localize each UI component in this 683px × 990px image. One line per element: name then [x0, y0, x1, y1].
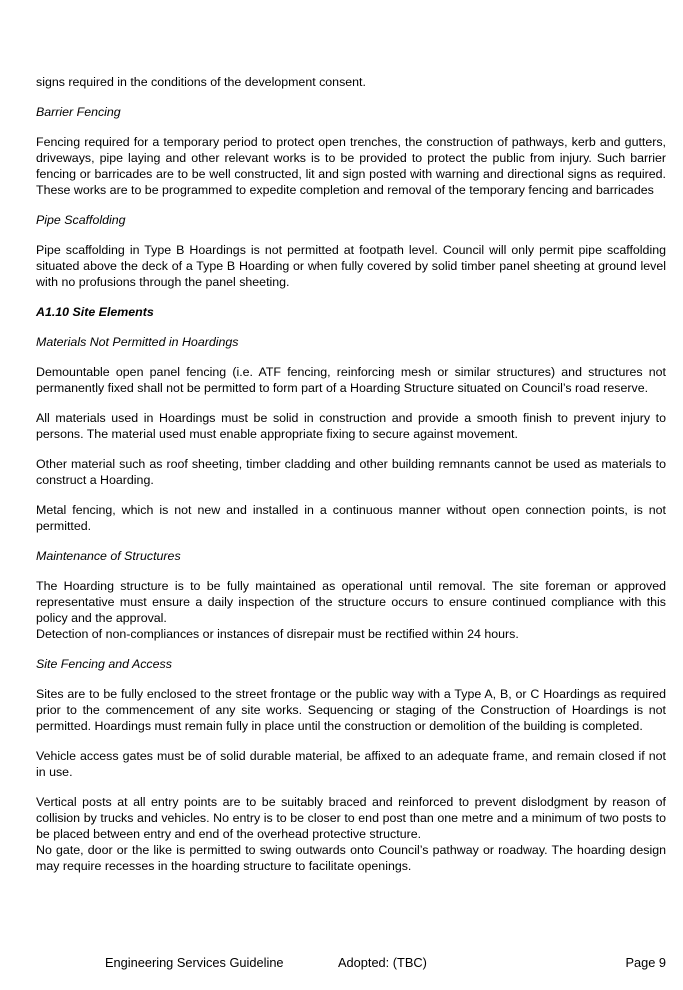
paragraph-maintenance-2: Detection of non-compliances or instances of disrepair must be rectified within 24 hours.: [36, 627, 519, 641]
heading-maintenance-of-structures: Maintenance of Structures: [36, 549, 181, 563]
heading-materials-not-permitted: Materials Not Permitted in Hoardings: [36, 335, 239, 349]
heading-pipe-scaffolding: Pipe Scaffolding: [36, 213, 126, 227]
footer-adopted-status: Adopted: (TBC): [338, 955, 427, 970]
paragraph-site-1: Sites are to be fully enclosed to the street frontage or the public way with a Type A, B, or C Hoardings as required prior to the commencement of any site works. Sequencing or staging of the Construction of Hoardings is not permitted. Hoardings must remain fully in place until the construction or demolition of the building is completed.: [36, 687, 666, 733]
heading-site-fencing-and-access: Site Fencing and Access: [36, 657, 172, 671]
paragraph-pipe-scaffolding: Pipe scaffolding in Type B Hoardings is not permitted at footpath level. Council will only permit pipe scaffolding situated above the deck of a Type B Hoarding or when fully covered by solid timber panel sheeting at ground level with no profusions through the panel sheeting.: [36, 243, 666, 289]
paragraph-site-3: Vertical posts at all entry points are to be suitably braced and reinforced to prevent dislodgment by reason of collision by trucks and vehicles. No entry is to be closer to end post than one metre and a minimum of two posts to be placed between entry and end of the overhead protective structure.: [36, 795, 666, 841]
paragraph-maintenance-1: The Hoarding structure is to be fully maintained as operational until removal. The site foreman or approved representative must ensure a daily inspection of the structure occurs to ensure continued compliance with this policy and the approval.: [36, 579, 666, 625]
paragraph-barrier-fencing: Fencing required for a temporary period to protect open trenches, the construction of pathways, kerb and gutters, driveways, pipe laying and other relevant works is to be provided to protect the public from injury. Such barrier fencing or barricades are to be well constructed, lit and sign posted with warning and directional signs as required. These works are to be programmed to expedite completion and removal of the temporary fencing and barricades: [36, 135, 666, 197]
section-heading-site-elements: A1.10 Site Elements: [36, 305, 154, 319]
paragraph-site-4: No gate, door or the like is permitted to swing outwards onto Council’s pathway or roadway. The hoarding design may require recesses in the hoarding structure to facilitate openings.: [36, 843, 666, 873]
footer-page-number: Page 9: [625, 955, 666, 970]
paragraph-site-2: Vehicle access gates must be of solid durable material, be affixed to an adequate frame, and remain closed if not in use.: [36, 749, 666, 779]
heading-barrier-fencing: Barrier Fencing: [36, 105, 121, 119]
page-footer: [0, 954, 683, 972]
footer-document-title: Engineering Services Guideline: [105, 955, 284, 970]
paragraph-materials-4: Metal fencing, which is not new and installed in a continuous manner without open connection points, is not permitted.: [36, 503, 666, 533]
paragraph-intro: signs required in the conditions of the development consent.: [36, 75, 366, 89]
paragraph-materials-1: Demountable open panel fencing (i.e. ATF fencing, reinforcing mesh or similar structures) and structures not permanently fixed shall not be permitted to form part of a Hoarding Structure situated on Council’s road reserve.: [36, 365, 666, 395]
document-page: [36, 74, 666, 888]
paragraph-materials-3: Other material such as roof sheeting, timber cladding and other building remnants cannot be used as materials to construct a Hoarding.: [36, 457, 666, 487]
paragraph-materials-2: All materials used in Hoardings must be solid in construction and provide a smooth finish to prevent injury to persons. The material used must enable appropriate fixing to secure against movement.: [36, 411, 666, 441]
